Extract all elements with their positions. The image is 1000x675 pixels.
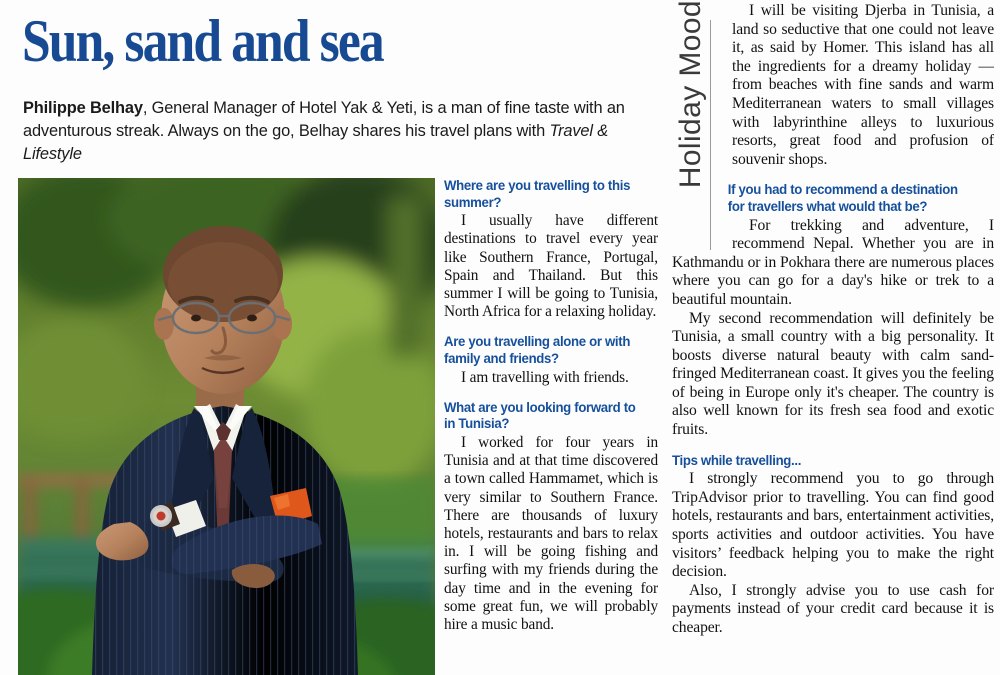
question-heading: Where are you travelling to this summer? — [444, 178, 631, 211]
answer-paragraph: I will be visiting Djerba in Tunisia, a land so seductive that one could not leave it, as said by Homer. This island has all the ingredients for a dreamy holiday — from beaches with fine sands and warm Mediterranean waters to small villages with labyrinthine alleys to luxurious resorts, great food and profusion of souvenir shops. — [732, 2, 994, 168]
answer-paragraph: I usually have different destinations to travel every year like Southern France, Portugal, Spain and Thailand. But this summer I will be going to Tunisia, North Africa for a relaxing holiday. — [444, 212, 658, 321]
answer-paragraph: I am travelling with friends. — [461, 368, 629, 386]
sidebar-label-text: Holiday Mood — [674, 0, 707, 189]
interviewee-name: Philippe Belhay — [23, 99, 143, 117]
question-heading: Are you travelling alone or with family and friends? — [444, 334, 631, 367]
portrait-illustration — [18, 178, 435, 675]
portrait-photo — [18, 178, 435, 675]
publication-name: Travel & Lifestyle — [23, 122, 609, 164]
standfirst — [23, 97, 648, 167]
column-middle — [444, 178, 658, 675]
question-heading: Tips while travelling... — [672, 452, 802, 469]
answer-paragraph: For trekking and adventure, I recommend Nepal. Whether you are in Kathmandu or in Pokhara there are numerous places where you can go for a day's hike or trek to a beautiful mountain. — [672, 216, 994, 308]
page-title: Sun, sand and sea — [22, 8, 383, 74]
question-heading: If you had to recommend a destination for travellers what would that be? — [727, 182, 958, 215]
answer-paragraph: My second recommendation will definitely be Tunisia, a small country with a big personality. It boosts diverse natural beauty with calm sand-fringed Mediterranean coast. It gives you the feeling of being in Europe only it's cheaper. The country is also well known for its fresh sea food and exotic fruits. — [672, 309, 994, 439]
standfirst-body: , General Manager of Hotel Yak & Yeti, is a man of fine taste with an adventurous streak. Always on the go, Belhay shares his travel plans with — [23, 99, 625, 141]
answer-paragraph: I strongly recommend you to go through TripAdvisor prior to travelling. You can find good hotels, restaurants and bars, entertainment activities, sports activities and outdoor activities. You have visitors’ feedback helping you to make the right decision. — [672, 470, 994, 581]
question-heading: What are you looking forward to in Tunisia? — [444, 399, 636, 433]
answer-paragraph: Also, I strongly advise you to use cash for payments instead of your credit card because it is cheaper. — [672, 581, 994, 636]
column-right — [672, 2, 994, 675]
answer-paragraph: I worked for four years in Tunisia and at that time discovered a town called Hammamet, which is very similar to Southern France. There are thousands of luxury hotels, restaurants and bars to relax in. I will be going fishing and surfing with my friends during the day time and in the evening for some great fun, we will probably hire a music band. — [444, 433, 658, 634]
